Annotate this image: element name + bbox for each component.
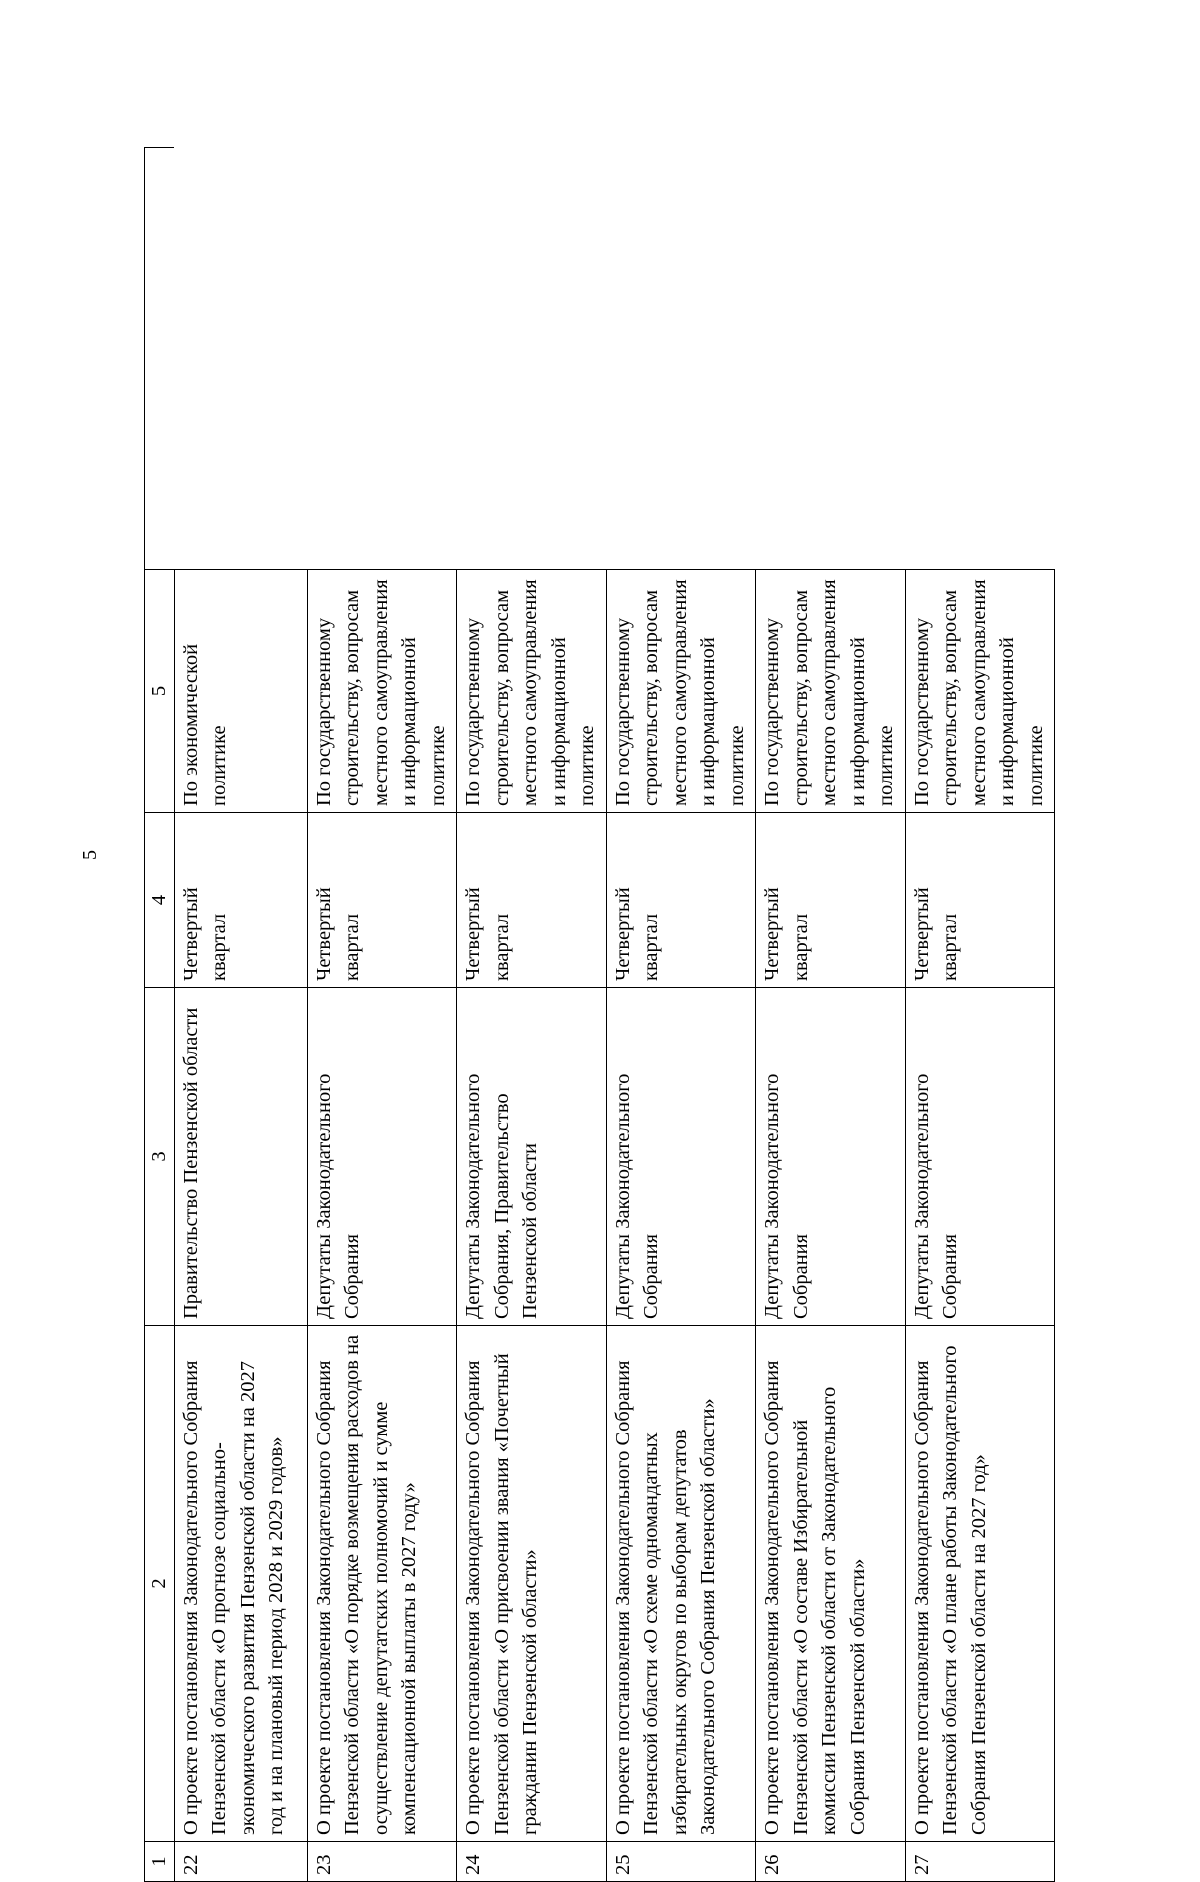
row-number: 23 bbox=[307, 1842, 457, 1882]
plan-table-wrapper bbox=[144, 148, 1047, 1882]
table-row bbox=[307, 148, 457, 1882]
empty-side-cell bbox=[307, 148, 457, 570]
row-committee: По государственному строительству, вопросам местного самоуправления и информационной политике bbox=[307, 570, 457, 813]
row-number: 24 bbox=[457, 1842, 607, 1882]
row-title: О проекте постановления Законодательного Собрания Пензенской области «О присвоении звания «Почетный гражданин Пензенской области» bbox=[457, 1326, 607, 1842]
header-cell-2: 2 bbox=[145, 1326, 175, 1842]
table-row bbox=[905, 148, 1055, 1882]
row-number: 26 bbox=[756, 1842, 906, 1882]
row-title: О проекте постановления Законодательного Собрания Пензенской области «О порядке возмещения расходов на осуществление депутатских полномочий и сумме компенсационной выплаты в 2027 году» bbox=[307, 1326, 457, 1842]
row-committee: По экономической политике bbox=[174, 570, 307, 813]
empty-side-cell bbox=[457, 148, 607, 570]
row-committee: По государственному строительству, вопросам местного самоуправления и информационной политике bbox=[756, 570, 906, 813]
row-term: Четвертый квартал bbox=[756, 813, 906, 988]
row-number: 27 bbox=[905, 1842, 1055, 1882]
row-initiator: Депутаты Законодательного Собрания bbox=[756, 988, 906, 1326]
table-row bbox=[756, 148, 906, 1882]
header-cell-1: 1 bbox=[145, 1842, 175, 1882]
row-committee: По государственному строительству, вопросам местного самоуправления и информационной политике bbox=[606, 570, 756, 813]
empty-side-cell bbox=[606, 148, 756, 570]
empty-side-cell bbox=[174, 148, 307, 570]
row-initiator: Правительство Пензенской области bbox=[174, 988, 307, 1326]
row-title: О проекте постановления Законодательного Собрания Пензенской области «О плане работы Законодательного Собрания Пензенской области на 2027 год» bbox=[905, 1326, 1055, 1842]
legislative-plan-table bbox=[144, 147, 1055, 1882]
row-term: Четвертый квартал bbox=[307, 813, 457, 988]
row-title: О проекте постановления Законодательного Собрания Пензенской области «О схеме одномандатных избирательных округов по выборам депутатов Законодательного Собрания Пензенской области» bbox=[606, 1326, 756, 1842]
table-row bbox=[457, 148, 607, 1882]
table-header-row bbox=[145, 148, 175, 1882]
row-term: Четвертый квартал bbox=[457, 813, 607, 988]
row-term: Четвертый квартал bbox=[606, 813, 756, 988]
row-initiator: Депутаты Законодательного Собрания, Правительство Пензенской области bbox=[457, 988, 607, 1326]
row-title: О проекте постановления Законодательного Собрания Пензенской области «О прогнозе социально-экономического развития Пензенской области на 2027 год и на плановый период 2028 и 2029 годов» bbox=[174, 1326, 307, 1842]
row-number: 25 bbox=[606, 1842, 756, 1882]
empty-side-cell bbox=[905, 148, 1055, 570]
row-term: Четвертый квартал bbox=[174, 813, 307, 988]
header-cell-5: 5 bbox=[145, 570, 175, 813]
header-cell-4: 4 bbox=[145, 813, 175, 988]
empty-side-cell bbox=[756, 148, 906, 570]
empty-side-cell bbox=[145, 148, 175, 570]
row-committee: По государственному строительству, вопросам местного самоуправления и информационной политике bbox=[905, 570, 1055, 813]
row-title: О проекте постановления Законодательного Собрания Пензенской области «О составе Избирательной комиссии Пензенской области от Законодательного Собрания Пензенской области» bbox=[756, 1326, 906, 1842]
row-initiator: Депутаты Законодательного Собрания bbox=[606, 988, 756, 1326]
row-term: Четвертый квартал bbox=[905, 813, 1055, 988]
row-initiator: Депутаты Законодательного Собрания bbox=[905, 988, 1055, 1326]
table-row bbox=[606, 148, 756, 1882]
page-number: 5 bbox=[79, 850, 101, 860]
row-initiator: Депутаты Законодательного Собрания bbox=[307, 988, 457, 1326]
row-committee: По государственному строительству, вопросам местного самоуправления и информационной политике bbox=[457, 570, 607, 813]
header-cell-3: 3 bbox=[145, 988, 175, 1326]
table-row bbox=[174, 148, 307, 1882]
row-number: 22 bbox=[174, 1842, 307, 1882]
